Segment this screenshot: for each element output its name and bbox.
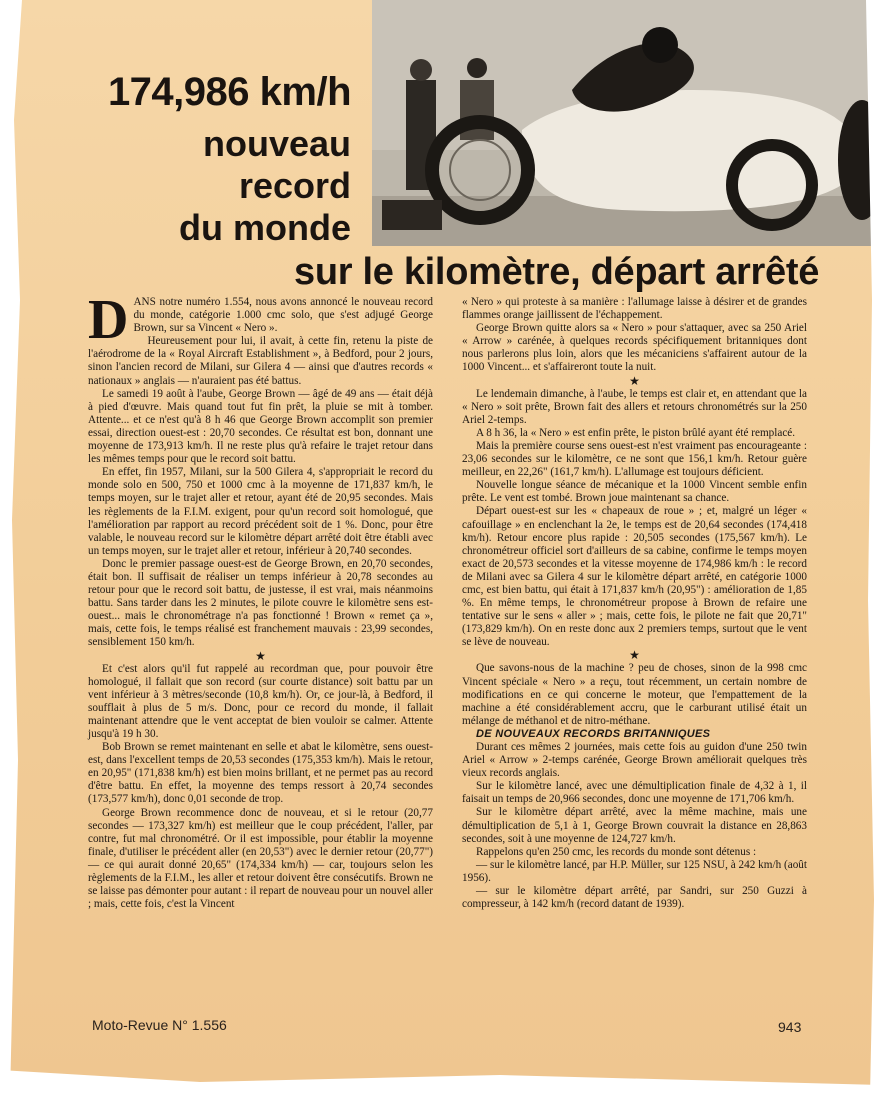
- paragraph-11: Le lendemain dimanche, à l'aube, le temps est clair et, en attendant que la « Nero » soit prête, Brown fait des allers et retours chronométrés sur la 250 Ariel 2-temps.: [462, 387, 807, 426]
- page-number: 943: [778, 1019, 802, 1035]
- magazine-issue: Moto-Revue N° 1.556: [92, 1017, 227, 1033]
- paragraph-1: D ANS notre numéro 1.554, nous avons annoncé le nouveau record du monde, catégorie 1.000 cmc solo, que s'est adjugé George Brown, sur sa Vincent « Nero ».: [88, 289, 433, 351]
- headline-line-3: record: [238, 165, 351, 206]
- paragraph-18: Sur le kilomètre lancé, avec une démultiplication finale de 4,32 à 1, il faisait un temps de 20,966 secondes, donc une moyenne de 171,706 km/h.: [462, 780, 807, 806]
- article-column-right: [462, 296, 807, 911]
- paragraph-6: Et c'est alors qu'il fut rappelé au recordman que, pour pouvoir être homologué, il fallait que son record (sur courte distance) soit battu par un vent inférieur à 3 mètres/seconde (10,8 km/h). Or, ce jour-là, à Bedford, il soufflait à plus de 5 m/s. Donc, pour ce record du monde, il fallait maintenant attendre que le vent acceptat de bien vouloir se calmer. Attente jusqu'à 19 h 30.: [88, 662, 433, 740]
- paragraph-8: George Brown recommence donc de nouveau, et si le retour (20,77 secondes — 173,327 km/h) est meilleur que le coup précédent, l'aller, par contre, fut mal chronométré. Or il est impossible, pour établir la moyenne finale, d'utiliser le précédent aller (en 20,53") avec le dernier retour (20,77") — ce qui aurait donné 20,65" (174,334 km/h) — car, toujours selon les règlements de la F.I.M., les aller et retour doivent être consécutifs. Brown ne se laisse pas démonter pour autant : il repart de nouveau pour un nouvel aller ; mais, cette fois, c'est la Vincent: [88, 806, 433, 911]
- paragraph-5: Donc le premier passage ouest-est de George Brown, en 20,70 secondes, était bon. Il suffisait de réaliser un temps inférieur à 20,78 secondes au retour pour que le record soit battu, de justesse, il est vrai, mais néanmoins battu. Sans tarder dans les 2 minutes, le pilote couvre le kilomètre sens est-ouest... mais le chronométrage n'a pas fonctionné ! Brown « remet ça », mais, cette fois, le temps réalisé est franchement mauvais : 23,99 secondes, sensiblement 150 km/h.: [88, 557, 433, 649]
- paragraph-7: Bob Brown se remet maintenant en selle et abat le kilomètre, sens ouest-est, dans l'excellent temps de 20,53 secondes (175,353 km/h). Mais le retour, en 20,95" (171,838 km/h) est bien moins brillant, et ne permet pas au record d'être battu. En effet, la moyenne des temps ressort à 20,74 secondes (173,577 km/h), donc 0,01 seconde de trop.: [88, 741, 433, 806]
- headline-speed: 174,986 km/h: [107, 70, 351, 114]
- paragraph-16: Que savons-nous de la machine ? peu de choses, sinon de la 998 cmc Vincent spéciale « Nero » a reçu, tout récemment, un certain nombre de modifications en ce qui concerne le moteur, que l'empattement de la machine a été considérablement accru, que le carburant utilisé était un mélange de méthanol et de nitro-méthane.: [462, 662, 807, 727]
- headline-line-5: sur le kilomètre, départ arrêté: [294, 251, 820, 293]
- paragraph-13: Mais la première course sens ouest-est n'est vraiment pas encourageante : 23,06 secondes sur le kilomètre, ce ne sont que 156,1 km/h. Retour guère meilleur, en 22,26" (161,7 km/h). L'allumage est toujours déficient.: [462, 439, 807, 479]
- paragraph-12: A 8 h 36, la « Nero » est enfin prête, le piston brûlé ayant été remplacé.: [476, 426, 796, 439]
- motorcycle-photo: [372, 0, 881, 246]
- paragraph-22: — sur le kilomètre départ arrêté, par Sandri, sur 250 Guzzi à compresseur, à 142 km/h (record datant de 1939).: [462, 885, 807, 911]
- subheading: DE NOUVEAUX RECORDS BRITANNIQUES: [476, 727, 711, 740]
- paragraph-19: Sur le kilomètre départ arrêté, avec la même machine, mais une démultiplication de 5,1 à 1, George Brown couvrait la distance en 28,863 secondes, soit à une moyenne de 124,727 km/h.: [462, 806, 807, 845]
- paragraph-9: « Nero » qui proteste à sa manière : l'allumage laisse à désirer et de grandes flammes orange jaillissent de l'échappement.: [462, 296, 807, 322]
- star-separator: ★: [629, 648, 640, 663]
- paragraph-14: Nouvelle longue séance de mécanique et la 1000 Vincent semble enfin prête. Le vent est tombé. Brown joue maintenant sa chance.: [462, 479, 807, 505]
- paragraph-21: — sur le kilomètre lancé, par H.P. Müller, sur 125 NSU, à 242 km/h (août 1956).: [462, 858, 807, 884]
- star-separator: ★: [255, 648, 266, 663]
- drop-cap: D: [88, 289, 129, 351]
- paragraph-17: Durant ces mêmes 2 journées, mais cette fois au guidon d'une 250 twin Ariel « Arrow » 2-temps carénée, George Brown améliorait quelques très vieux records anglais.: [462, 741, 807, 780]
- paragraph-20: Rappelons qu'en 250 cmc, les records du monde sont détenus :: [476, 845, 757, 858]
- headline-line-4: du monde: [179, 207, 351, 248]
- star-separator: ★: [629, 373, 640, 388]
- paragraph-10: George Brown quitte alors sa « Nero » pour s'attaquer, avec sa 250 Ariel « Arrow » carénée, à quelques records spécifiquement britanniques dont nous parlerons plus loin, alors que les mécaniciens s'affairent autour de la 1000 Vincent... et s'affaireront toute la nuit.: [462, 322, 807, 374]
- paragraph-3: Le samedi 19 août à l'aube, George Brown — âgé de 49 ans — était déjà à pied d'œuvre. Mais quand tout fut fin prêt, la pluie se mit à tomber. Attente... et ce n'est qu'à 8 h 46 que George Brown accomplit son premier essai, direction ouest-est : 20,70 secondes. Ce résultat est bon, donnant une moyenne de 173,913 km/h. Il ne reste plus qu'à refaire le trajet retour dans les mêmes temps pour que le record soit battu.: [88, 387, 433, 466]
- headline-line-2: nouveau: [202, 123, 351, 164]
- article-column-left: [88, 289, 433, 911]
- paragraph-4: En effet, fin 1957, Milani, sur la 500 Gilera 4, s'appropriait le record du monde solo en 500, 750 et 1000 cmc à la moyenne de 171,837 km/h, le temps moyen, sur le trajet aller et retour, ayant été de 20,95 secondes. Mais les règlements de la F.I.M. exigent, pour qu'un record soit homologué, que l'amélioration par rapport au record précédent soit de 1 %. Donc, pour être valable, le nouveau record sur le kilomètre départ arrêté doit être établi avec un temps moyen, sur le trajet aller et retour, inférieur à 20,740 secondes.: [88, 466, 433, 557]
- motorcycle-photo-graphic: [372, 0, 881, 246]
- paragraph-2: Heureusement pour lui, il avait, à cette fin, retenu la piste de l'aérodrome de la « Royal Aircraft Establishment », à Bedford, pour 2 jours, sinon l'ancien record de Milani, sur Gilera 4 — ainsi que d'autres records « nationaux » anglais — n'auraient pas été battus.: [88, 335, 433, 387]
- paragraph-15: Départ ouest-est sur les « chapeaux de roue » ; et, malgré un léger « cafouillage » en enclenchant la 2e, le temps est de 20,64 secondes (174,418 km/h). Retour encore plus rapide : 20,505 secondes (175,567 km/h). Le chronométreur officiel sort d'ailleurs de sa cabine, confirme le temps moyen exact de 20,573 secondes et la vitesse moyenne de 174,986 km/h : le record de Milani avec sa Gilera 4 sur le kilomètre départ arrêté, en catégorie 1000 cmc, est bien battu, qui était à 171,837 km/h (20,95") : amélioration de 1,85 %. En même temps, le chronométreur propose à Brown de refaire une tentative sur le sens « aller » ; mais, cette fois, le pilote ne fait que 20,71" (173,829 km/h). On en reste donc aux 2 premiers temps, surtout que le vent se lève de nouveau.: [462, 505, 807, 649]
